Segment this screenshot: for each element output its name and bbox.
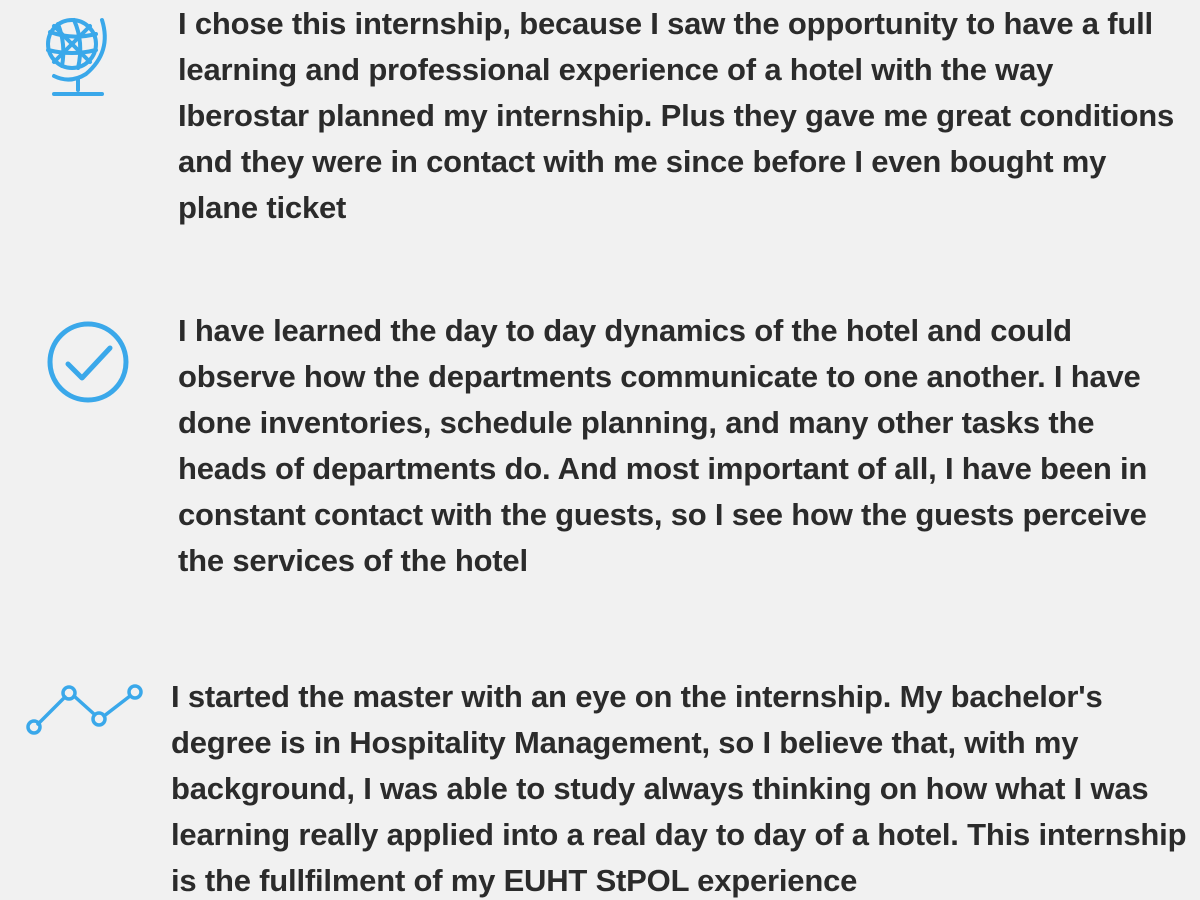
check-circle-icon: [44, 318, 132, 406]
section-text: I chose this internship, because I saw the opportunity to have a full learning and professional experience of a hotel with the way Iberostar planned my internship. Plus they gave me great conditions and they were in contact with me since before I even bought my plane ticket: [178, 6, 1175, 225]
section-text: I started the master with an eye on the internship. My bachelor's degree is in Hospitality Management, so I believe that, with my background, I was able to study always thinking on how what I was learning really applied into a real day to day of a hotel. This internship is the fullfilment of my EUHT StPOL experience: [171, 679, 1187, 898]
globe-icon: [40, 10, 116, 102]
line-graph-icon: [26, 684, 152, 736]
section-text: I have learned the day to day dynamics of the hotel and could observe how the departments communicate to one another. I have done inventories, schedule planning, and many other tasks the heads of departments do. And most important of all, I have been in constant contact with the guests, so I see how the guests perceive the services of the hotel: [178, 313, 1148, 578]
